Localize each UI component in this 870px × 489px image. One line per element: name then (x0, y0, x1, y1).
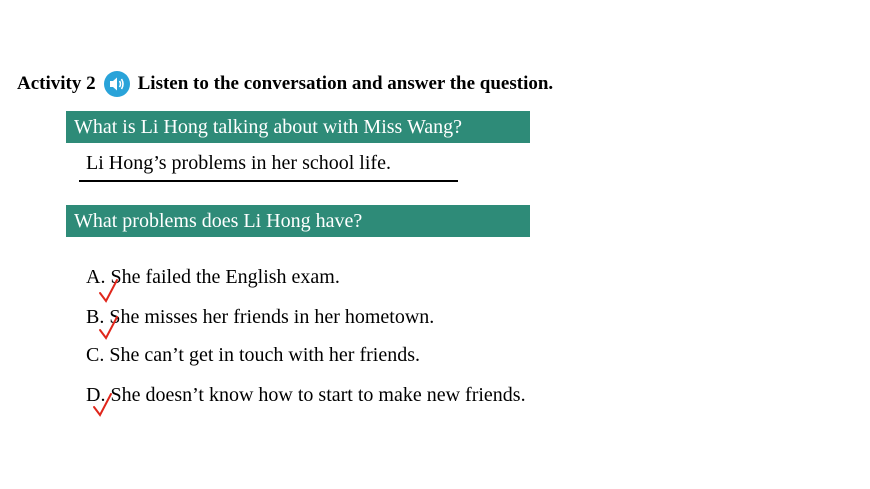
audio-play-button[interactable] (104, 71, 130, 97)
option-letter: C. (86, 344, 105, 366)
question-1-answer: Li Hong’s problems in her school life. (86, 152, 391, 174)
option-text: She failed the English exam. (110, 266, 340, 288)
option-text: She misses her friends in her hometown. (109, 306, 435, 328)
check-mark-icon (92, 392, 114, 418)
activity-label: Activity 2 (17, 73, 96, 94)
activity-heading (17, 70, 553, 98)
question-1-bar: What is Li Hong talking about with Miss Wang? (66, 111, 530, 143)
check-mark-icon (98, 315, 120, 341)
speaker-icon (108, 75, 126, 93)
option-text: She doesn’t know how to start to make new friends. (110, 384, 526, 406)
check-mark-icon (98, 278, 120, 304)
option-letter: D. (86, 384, 106, 406)
option-letter: B. (86, 306, 105, 328)
option-letter: A. (86, 266, 106, 288)
option-text: She can’t get in touch with her friends. (109, 344, 421, 366)
option-d[interactable] (86, 384, 526, 407)
answer-underline (79, 180, 458, 182)
option-c[interactable] (86, 344, 420, 367)
activity-instruction: Listen to the conversation and answer the question. (137, 73, 554, 94)
option-a[interactable] (86, 266, 340, 289)
option-b[interactable] (86, 306, 434, 329)
question-2-bar: What problems does Li Hong have? (66, 205, 530, 237)
